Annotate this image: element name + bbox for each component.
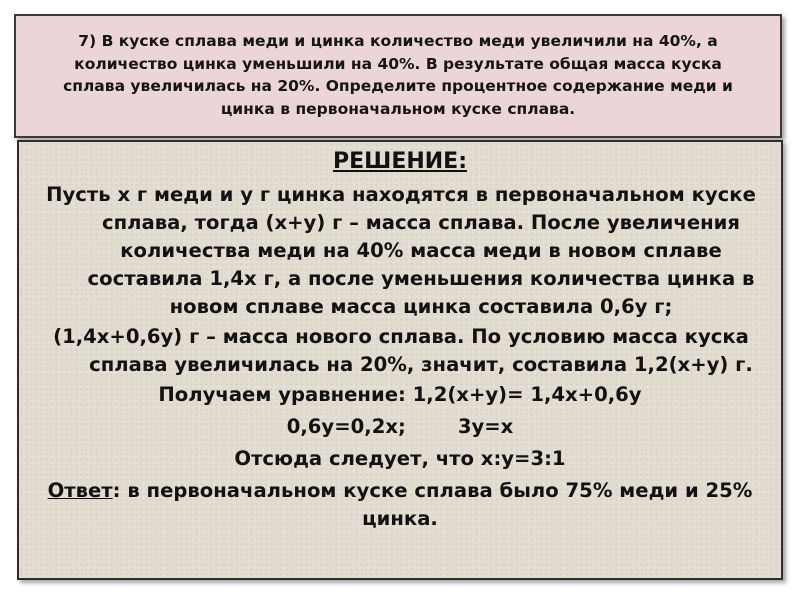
equation-step-2: 3у=х	[457, 415, 514, 438]
solution-paragraph-1: Пусть х г меди и у г цинка находятся в первоначальном куске сплава, тогда (х+у) г – масса сплава. После увеличения количества меди на 40% масса меди в новом сплаве составила 1,4х г, а после уменьшения количества цинка в новом сплаве масса цинка составила 0,6у г;	[46, 183, 756, 318]
solution-box	[17, 140, 783, 580]
equation-step-1: 0,6у=0,2х;	[286, 415, 406, 438]
task-box	[14, 14, 782, 138]
task-text: В куске сплава меди и цинка количество меди увеличили на 40%, а количество цинка уменьшили на 40%. В результате общая масса куска сплава увеличилась на 20%. Определите процентное содержание меди и цинка в первоначальном куске сплава.	[63, 32, 733, 118]
solution-paragraph-2: (1,4х+0,6у) г – масса нового сплава. По условию масса куска сплава увеличилась на 20%, значит, составила 1,2(х+у) г.	[53, 325, 753, 376]
equation-intro: Получаем уравнение: 1,2(х+у)= 1,4х+0,6у	[158, 383, 642, 406]
answer-text: : в первоначальном куске сплава было 75% меди и 25% цинка.	[112, 479, 753, 530]
answer-label: Ответ	[47, 479, 113, 502]
equation-steps	[35, 413, 765, 441]
answer	[35, 477, 765, 533]
task-statement	[46, 30, 750, 120]
task-number: 7)	[78, 32, 97, 50]
solution-heading: РЕШЕНИЕ:	[332, 149, 467, 174]
conclusion: Отсюда следует, что х:у=3:1	[234, 447, 566, 470]
